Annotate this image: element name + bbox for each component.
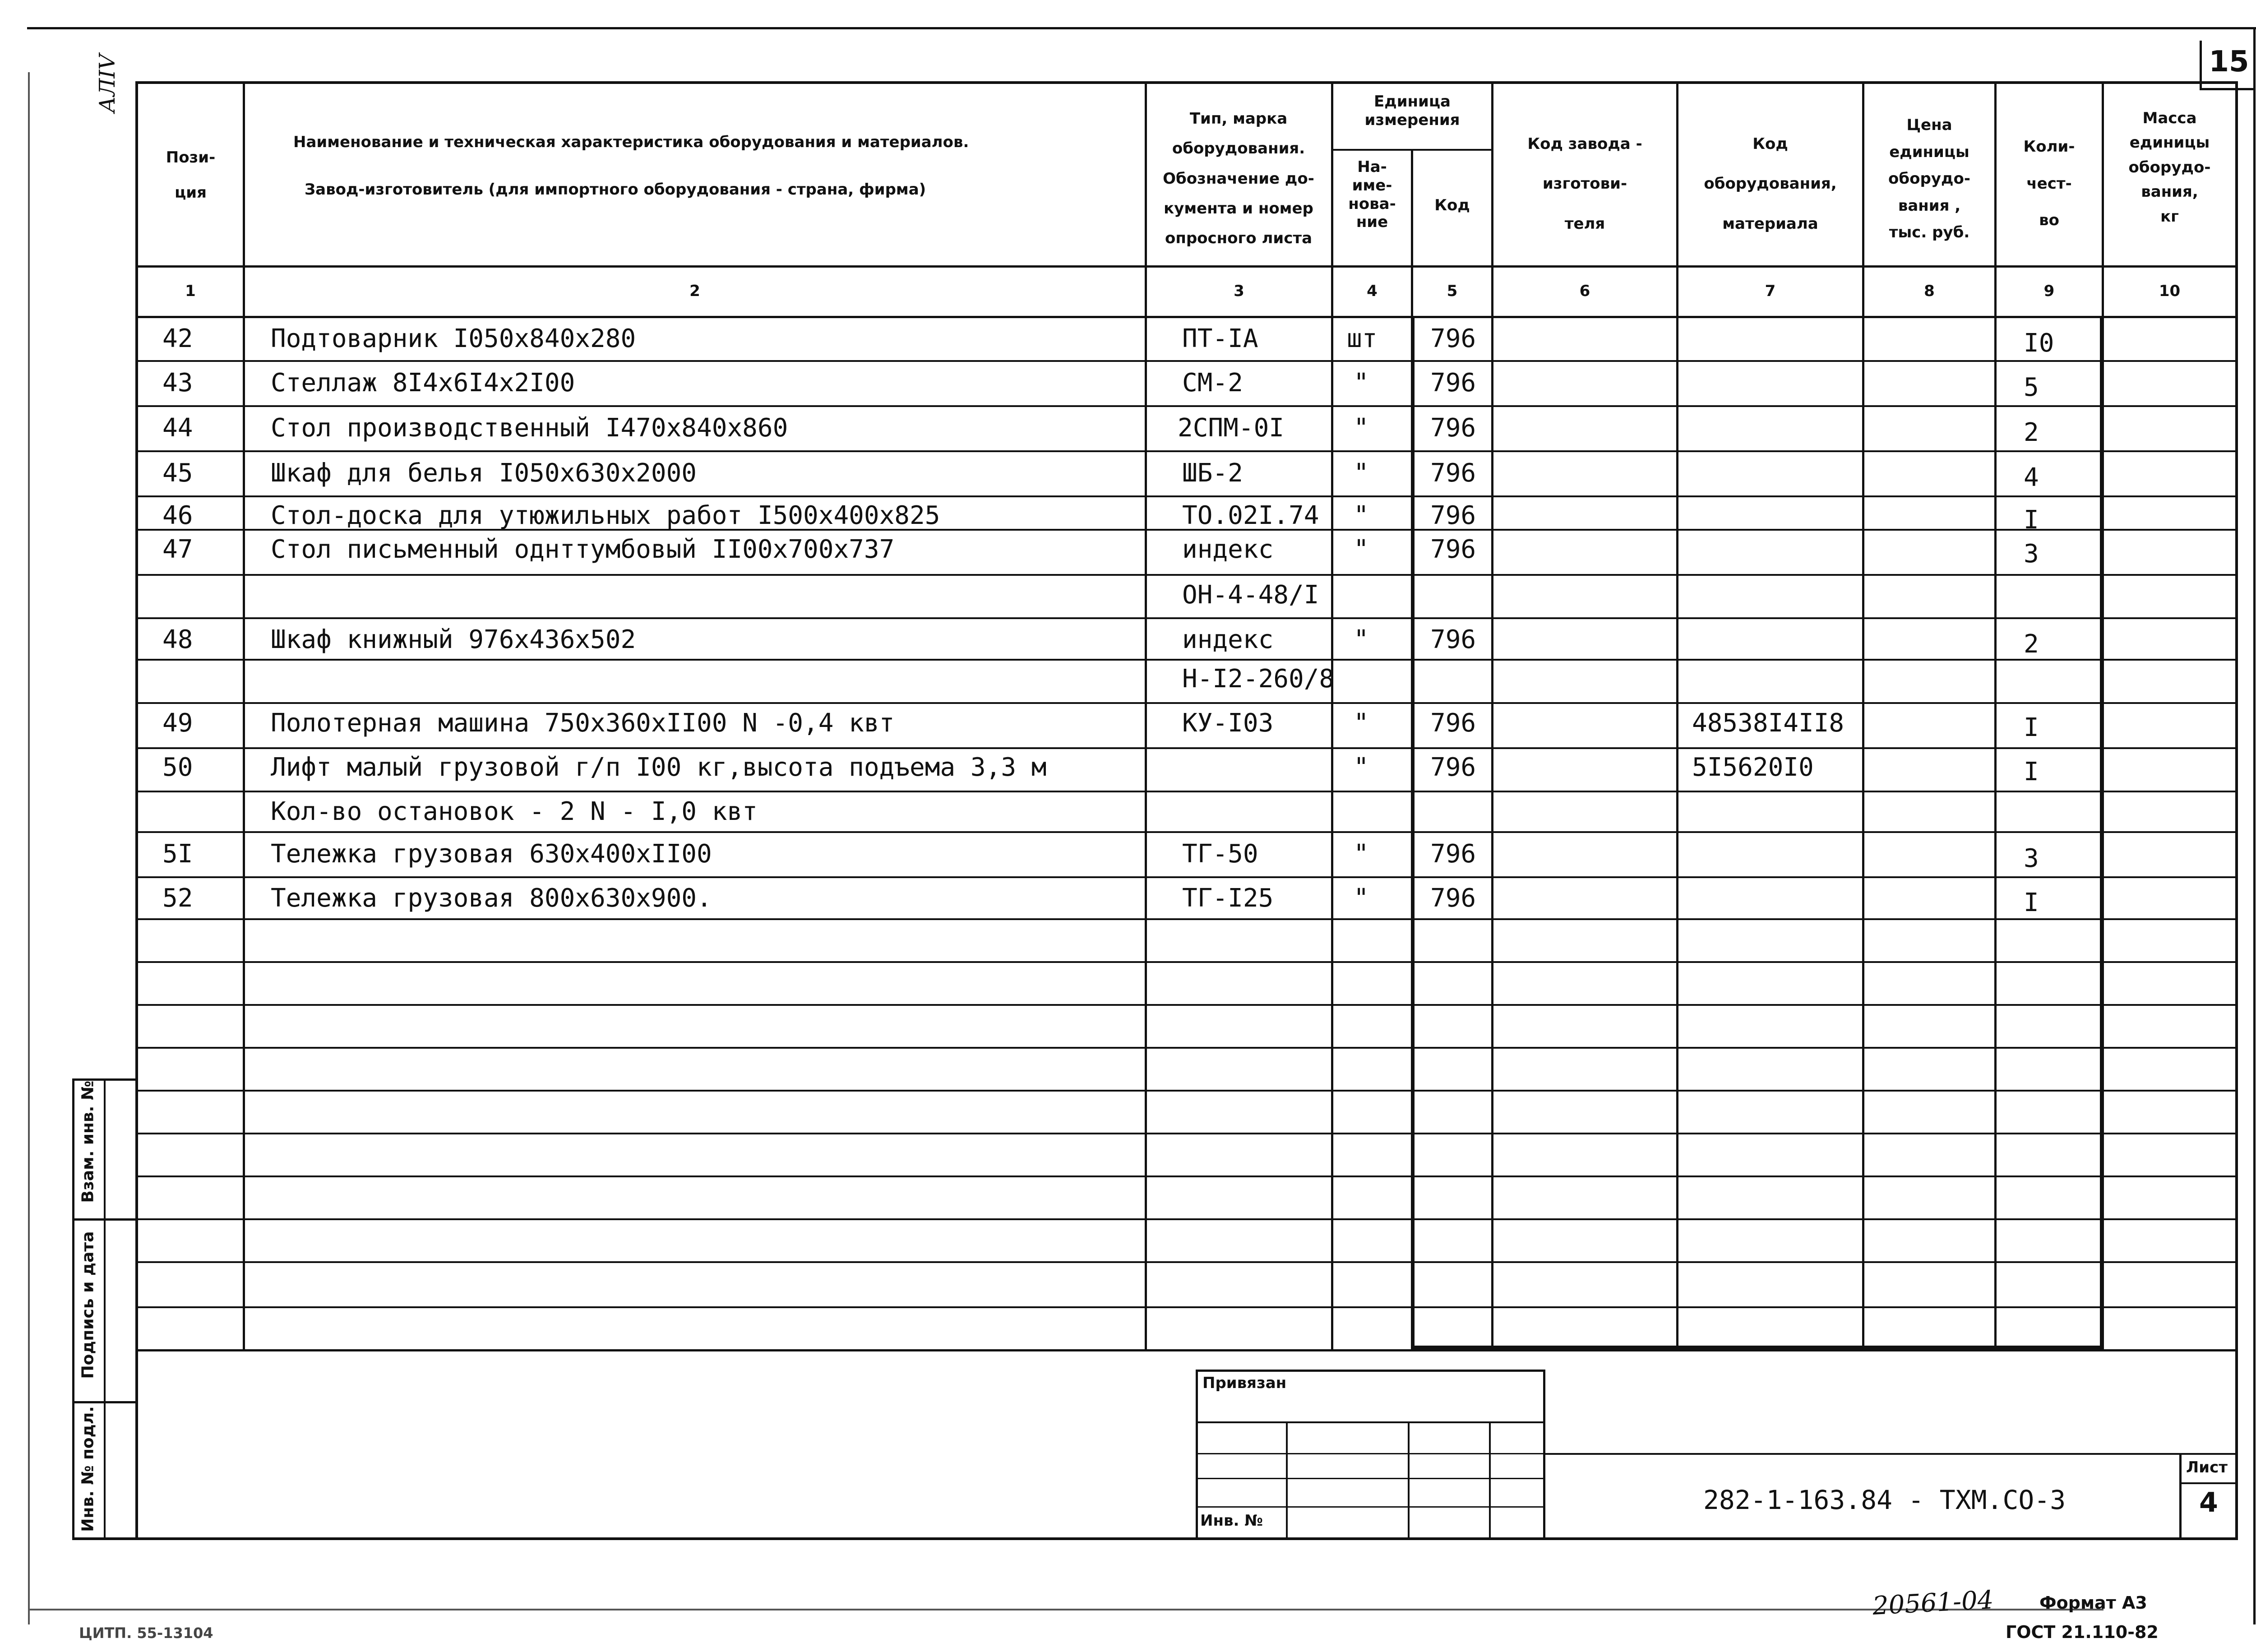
archive-number: 20561-04 — [1872, 1585, 1994, 1621]
cell-quantity: I — [2024, 888, 2039, 917]
cell-code: 796 — [1430, 458, 1476, 488]
cell-code: 796 — [1430, 413, 1476, 443]
cell-unit: шт — [1347, 324, 1378, 353]
inv-no-label: Инв. № — [1200, 1512, 1263, 1530]
cell-type: ТГ-50 — [1182, 839, 1258, 869]
cell-name: Шкаф для белья I050x630x2000 — [271, 458, 697, 488]
header-unit-code: Код — [1434, 196, 1470, 214]
cell-quantity: 5 — [2024, 373, 2039, 402]
stamp-inv-podl: Инв. № подл. — [79, 1406, 97, 1532]
cell-type: ПТ-IA — [1182, 324, 1258, 353]
cell-type: индекс — [1182, 535, 1274, 564]
header-unit-name: На- име- нова- ние — [1348, 158, 1396, 231]
format-label: Формат А3 — [2039, 1593, 2147, 1613]
header-plant-code: Код завода - изготови- теля — [1527, 135, 1642, 233]
cell-name: Стол-доска для утюжильных работ I500x400x825 — [271, 501, 940, 530]
header-type: Тип, марка оборудования. Обозначение до- кумента и номер опросного листа — [1163, 110, 1314, 248]
colnum-2: 2 — [689, 282, 700, 300]
cell-position: 47 — [162, 535, 193, 564]
colnum-10: 10 — [2159, 282, 2181, 300]
header-equipment-code: Код оборудования, материала — [1704, 135, 1837, 233]
cell-position: 43 — [162, 368, 193, 398]
cell-position: 42 — [162, 324, 193, 353]
table-right-border — [2235, 81, 2238, 1540]
colnum-7: 7 — [1765, 282, 1776, 300]
cell-name: Полотерная машина 750x360xII00 N -0,4 квт — [271, 708, 895, 738]
sheet-corner-number: 15 — [2209, 45, 2249, 79]
header-position: Пози- ция — [166, 148, 216, 202]
cell-equipment-code: 5I5620I0 — [1692, 753, 1814, 782]
stamp-podpis-data: Подпись и дата — [79, 1231, 97, 1379]
cell-code: 796 — [1430, 708, 1476, 738]
header-name-line2: Завод-изготовитель (для импортного оборудования - страна, фирма) — [305, 180, 926, 199]
cell-quantity: I — [2024, 757, 2039, 787]
cell-code: 796 — [1430, 625, 1476, 654]
cell-position: 44 — [162, 413, 193, 443]
vertical-mark: АЛIV — [95, 54, 120, 113]
table-bottom-border — [72, 1537, 2238, 1540]
cell-name: Подтоварник I050x840x280 — [271, 324, 636, 353]
cell-type: ШБ-2 — [1182, 458, 1243, 488]
header-name-line1: Наименование и техническая характеристика оборудования и материалов. — [293, 133, 969, 151]
colnum-5: 5 — [1447, 282, 1458, 300]
cell-code: 796 — [1430, 884, 1476, 913]
cell-position: 46 — [162, 501, 193, 530]
cell-unit: " — [1354, 753, 1369, 782]
cell-name: Стеллаж 8I4x6I4x2I00 — [271, 368, 575, 398]
cell-code: 796 — [1430, 324, 1476, 353]
cell-quantity: 3 — [2024, 844, 2039, 873]
cell-type: СМ-2 — [1182, 368, 1243, 398]
cell-type: ОН-4-48/I — [1182, 580, 1319, 610]
cell-position: 49 — [162, 708, 193, 738]
cell-unit: " — [1354, 839, 1369, 869]
cell-equipment-code: 48538I4II8 — [1692, 708, 1845, 738]
cell-unit: " — [1354, 458, 1369, 488]
cell-type: 2СПМ-0I — [1178, 413, 1285, 443]
left-outer-border — [28, 72, 30, 1624]
document-code: 282-1-163.84 - ТХМ.СО-3 — [1703, 1485, 2066, 1515]
cutoff-label: ЦИТП. 55-13104 — [79, 1624, 213, 1642]
colnum-9: 9 — [2043, 282, 2055, 300]
cell-quantity: I — [2024, 713, 2039, 742]
bottom-outer-border — [28, 1609, 2103, 1610]
cell-name: Шкаф книжный 976x436x502 — [271, 625, 636, 654]
cell-name: Стол производственный I470x840x860 — [271, 413, 788, 443]
cell-name: Стол письменный однттумбовый II00x700x737 — [271, 535, 895, 564]
cell-type: Н-I2-260/8 — [1182, 664, 1335, 694]
cell-code: 796 — [1430, 839, 1476, 869]
cell-name: Тележка грузовая 800x630x900. — [271, 884, 712, 913]
colnum-4: 4 — [1367, 282, 1378, 300]
cell-code: 796 — [1430, 368, 1476, 398]
cell-position: 50 — [162, 753, 193, 782]
colnum-3: 3 — [1234, 282, 1244, 300]
cell-position: 45 — [162, 458, 193, 488]
colnum-6: 6 — [1579, 282, 1590, 300]
list-label: Лист — [2186, 1458, 2228, 1476]
list-number: 4 — [2199, 1487, 2218, 1518]
cell-unit: " — [1354, 625, 1369, 654]
stamp-vzam-inv: Взам. инв. № — [79, 1080, 97, 1203]
cell-quantity: 2 — [2024, 629, 2039, 659]
cell-unit: " — [1354, 535, 1369, 564]
cell-type: ТГ-I25 — [1182, 884, 1274, 913]
cell-type: индекс — [1182, 625, 1274, 654]
table-top-border — [135, 81, 2238, 84]
cell-unit: " — [1354, 501, 1369, 530]
header-unit-mass: Масса единицы оборудо- вания, кг — [2128, 109, 2211, 226]
cell-code: 796 — [1430, 501, 1476, 530]
privyazan-label: Привязан — [1202, 1374, 1287, 1392]
cell-unit: " — [1354, 708, 1369, 738]
cell-unit: " — [1354, 413, 1369, 443]
cell-unit: " — [1354, 368, 1369, 398]
right-outer-border — [2253, 27, 2256, 1624]
cell-quantity: 2 — [2024, 418, 2039, 447]
cell-position: 48 — [162, 625, 193, 654]
cell-name: Кол-во остановок - 2 N - I,0 квт — [271, 797, 758, 826]
cell-name: Тележка грузовая 630x400xII00 — [271, 839, 712, 869]
cell-code: 796 — [1430, 753, 1476, 782]
cell-code: 796 — [1430, 535, 1476, 564]
cell-position: 52 — [162, 884, 193, 913]
header-unit-price: Цена единицы оборудо- вания , тыс. руб. — [1888, 116, 1970, 241]
cell-position: 5I — [162, 839, 193, 869]
cell-type: КУ-I03 — [1182, 708, 1274, 738]
gost-label: ГОСТ 21.110-82 — [2006, 1622, 2159, 1642]
cell-quantity: I0 — [2024, 329, 2054, 358]
cell-quantity: 4 — [2024, 463, 2039, 492]
cell-name: Лифт малый грузовой г/п I00 кг,высота подъема 3,3 м — [271, 753, 1047, 782]
cell-type: ТО.02I.74 — [1182, 501, 1319, 530]
top-border — [27, 27, 2256, 29]
cell-unit: " — [1354, 884, 1369, 913]
cell-quantity: I — [2024, 505, 2039, 535]
colnum-1: 1 — [185, 282, 196, 300]
header-unit-group: Единица измерения — [1364, 93, 1460, 129]
cell-quantity: 3 — [2024, 539, 2039, 569]
header-quantity: Коли- чест- во — [2023, 138, 2075, 230]
colnum-8: 8 — [1924, 282, 1935, 300]
